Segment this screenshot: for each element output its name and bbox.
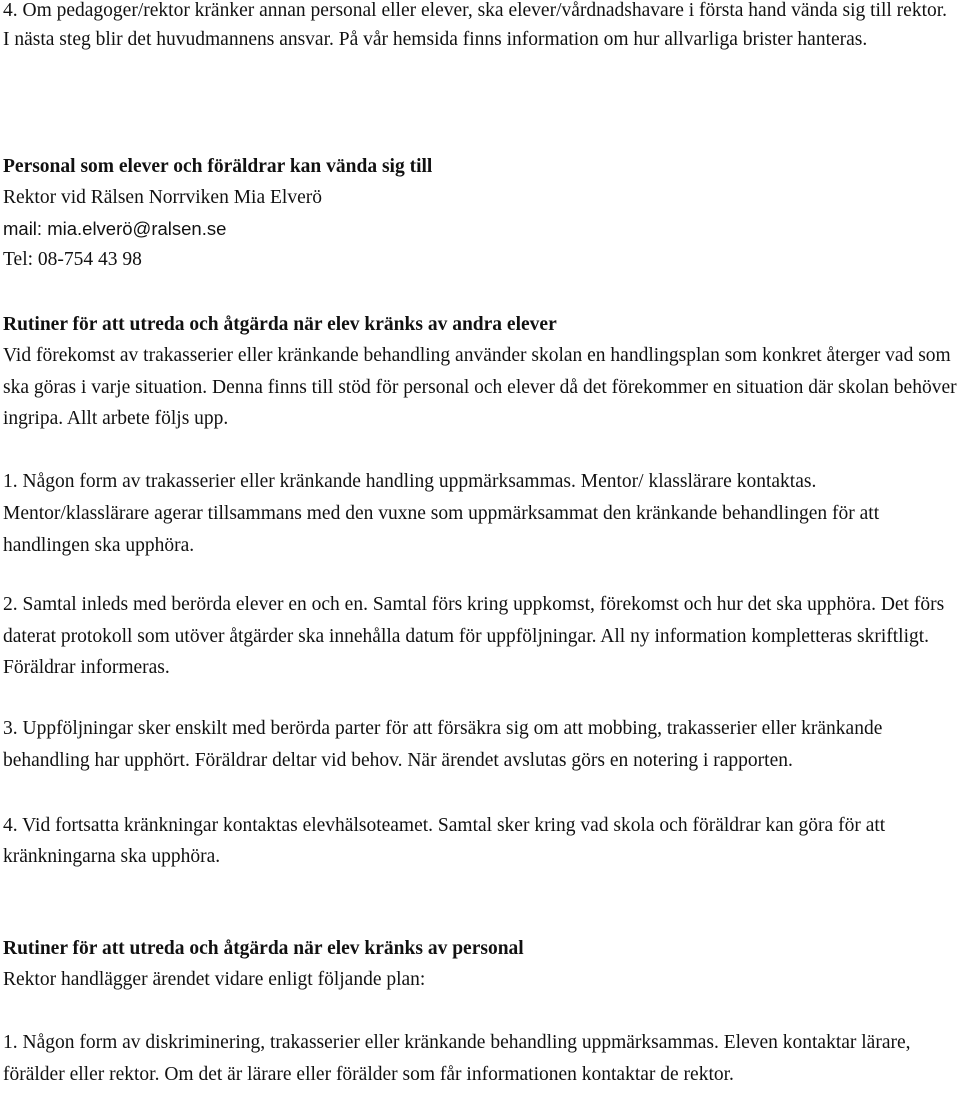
student-step-4: 4. Vid fortsatta kränkningar kontaktas elevhälsoteamet. Samtal sker kring vad skola och föräldrar kan göra för att kränkningarna ska upphöra.: [3, 815, 886, 867]
contact-mail: mail: mia.elverö@ralsen.se: [3, 218, 227, 239]
section-students-intro: Vid förekomst av trakasserier eller kränkande behandling använder skolan en handlingsplan som konkret återger vad som ska göras i varje situation. Denna finns till stöd för personal och elever då det förekommer en situation där skolan behöver ingripa. Allt arbete följs upp.: [3, 345, 957, 429]
student-step-3: 3. Uppföljningar sker enskilt med berörda parter för att försäkra sig om att mobbing, trakasserier eller kränkande behandling har upphört. Föräldrar deltar vid behov. När ärendet avslutas görs en notering i rapporten.: [3, 718, 883, 771]
contact-name: Rektor vid Rälsen Norrviken Mia Elverö: [3, 187, 322, 208]
section-students-heading: Rutiner för att utreda och åtgärda när elev kränks av andra elever: [3, 314, 557, 335]
student-step-1: 1. Någon form av trakasserier eller kränkande handling uppmärksammas. Mentor/ klasslärare kontaktas. Mentor/klasslärare agerar tillsammans med den vuxne som uppmärksammat den kränkande behandlingen för att handlingen ska upphöra.: [3, 471, 880, 556]
contact-phone: Tel: 08-754 43 98: [3, 249, 142, 270]
contact-heading: Personal som elever och föräldrar kan vända sig till: [3, 156, 433, 177]
staff-step-1: 1. Någon form av diskriminering, trakasserier eller kränkande behandling uppmärksammas. Eleven kontaktar lärare, förälder eller rektor. Om det är lärare eller förälder som får informationen kontaktar de rektor.: [3, 1032, 911, 1085]
section-staff-intro: Rektor handlägger ärendet vidare enligt följande plan:: [3, 969, 426, 990]
student-step-2: 2. Samtal inleds med berörda elever en och en. Samtal förs kring uppkomst, förekomst och hur det ska upphöra. Det förs daterat protokoll som utöver åtgärder ska innehålla datum för uppföljningar. All ny information kompletteras skriftligt. Föräldrar informeras.: [3, 594, 945, 678]
intro-paragraph: 4. Om pedagoger/rektor kränker annan personal eller elever, ska elever/vårdnadshavare i första hand vända sig till rektor. I nästa steg blir det huvudmannens ansvar. På vår hemsida finns information om hur allvarliga brister hanteras.: [3, 0, 948, 50]
section-staff-heading: Rutiner för att utreda och åtgärda när elev kränks av personal: [3, 938, 524, 959]
